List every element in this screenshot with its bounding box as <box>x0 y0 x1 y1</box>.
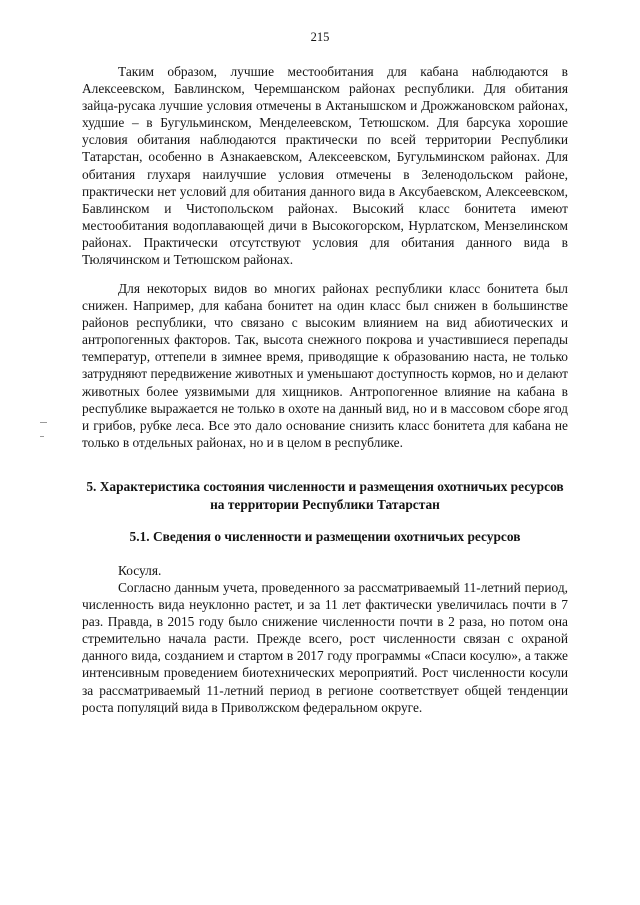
paragraph-habitats: Таким образом, лучшие местообитания для кабана наблюдаются в Алексеевском, Бавлинском, Черемшанском районах республики. Для обитания зайца-русака лучшие условия отмечены в Актанышском и Дрожжановском районах, худшие – в Бугульминском, Менделеевском, Тетюшском. Для барсука хорошие условия обитания наблюдаются практически по всей территории Республики Татарстан, особенно в Азнакаевском, Алексеевском, Бугульминском районах. Для обитания глухаря наилучшие условия отмечены в Зеленодольском районе, практически нет условий для обитания данного вида в Аксубаевском, Алексеевском, Бавлинском и Чистопольском районах. Высокий класс бонитета имеют местообитания водоплавающей дичи в Высокогорском, Нурлатском, Мензелинском районах. Практически отсутствуют условия для обитания данного вида в Тюлячинском и Тетюшском районах. <box>82 64 568 268</box>
scan-mark <box>40 422 47 423</box>
species-name: Косуля. <box>118 563 162 578</box>
paragraph-bonitet-reduction: Для некоторых видов во многих районах республики класс бонитета был снижен. Например, для кабана бонитет на один класс был снижен в большинстве районов республики, что связано с высоким влиянием на вид абиотических и антропогенных факторов. Так, высота снежного покрова и участившиеся перепады температур, оттепели в зимнее время, приводящие к образованию наста, не только затрудняют передвижение животных и уменьшают доступность кормов, но и делают животных более уязвимыми для хищников. Антропогенное влияние на кабана в республике выражается не только в охоте на данный вид, но и в массовом сборе ягод и грибов, рубке леса. Все это дало основание снизить класс бонитета для кабана не только в отдельных районах, но и в целом в республике. <box>82 281 568 450</box>
section-heading: 5. Характеристика состояния численности и размещения охотничьих ресурсов на территории Республики Татарстан <box>86 479 564 512</box>
page-number: 215 <box>310 30 330 44</box>
scan-mark <box>40 436 44 437</box>
subsection-heading: 5.1. Сведения о численности и размещении охотничьих ресурсов <box>129 529 521 544</box>
paragraph-roe-deer: Согласно данным учета, проведенного за рассматриваемый 11-летний период, численность вида неуклонно растет, и за 11 лет фактически увеличилась почти в 7 раз. Правда, в 2015 году было снижение численности почти в 2 раза, но потом она стремительно начала расти. Прежде всего, рост численности связан с охраной данного вида, созданием и стартом в 2017 году программы «Спаси косулю», а также интенсивным проведением биотехнических мероприятий. Рост численности косули за рассматриваемый 11-летний период в регионе соответствует общей тенденции роста популяций вида в Приволжском федеральном округе. <box>82 580 568 715</box>
